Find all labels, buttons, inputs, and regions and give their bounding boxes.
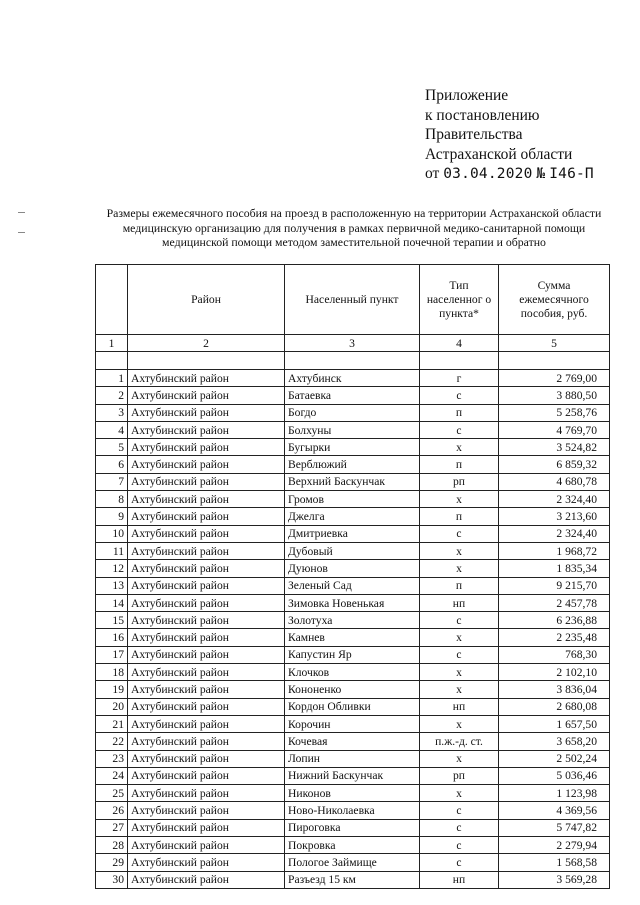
settlement-type-cell: рп [420,473,499,490]
district-cell: Ахтубинский район [128,854,285,871]
header-monthly-amount: Сумма ежемесячного пособия, руб. [499,265,610,335]
table-row [96,456,610,473]
amount-cell: 1 568,58 [499,854,610,871]
table-body [96,370,610,889]
settlement-cell: Кочевая [285,733,420,750]
amount-cell: 1 123,98 [499,785,610,802]
column-number: 3 [285,335,420,352]
row-number: 13 [96,577,128,594]
row-number: 5 [96,439,128,456]
settlement-cell: Верхний Баскунчак [285,473,420,490]
amount-cell: 1 657,50 [499,715,610,732]
document-title: Размеры ежемесячного пособия на проезд в расположенную на территории Астраханской области медицинскую организацию для получения в рамках первичной медико-санитарной помощи медицинской помощи методом заместительной почечной терапии и обратно [106,206,602,249]
amount-cell: 4 369,56 [499,802,610,819]
settlement-cell: Пологое Займище [285,854,420,871]
settlement-type-cell: с [420,421,499,438]
amount-cell: 3 213,60 [499,508,610,525]
stamp-date-line [425,164,594,185]
district-cell: Ахтубинский район [128,681,285,698]
header-settlement: Населенный пункт [285,265,420,335]
amount-cell: 2 457,78 [499,594,610,611]
settlement-type-cell: х [420,785,499,802]
amount-cell: 3 836,04 [499,681,610,698]
table-row [96,629,610,646]
table-row [96,837,610,854]
settlement-type-cell: х [420,542,499,559]
settlement-type-cell: г [420,370,499,387]
settlement-cell: Болхуны [285,421,420,438]
table-row [96,387,610,404]
table-row [96,819,610,836]
settlement-type-cell: п [420,404,499,421]
district-cell: Ахтубинский район [128,421,285,438]
stamp-line-region: Астраханской области [425,145,573,163]
row-number: 30 [96,871,128,888]
row-number: 10 [96,525,128,542]
district-cell: Ахтубинский район [128,837,285,854]
table-row [96,542,610,559]
district-cell: Ахтубинский район [128,802,285,819]
column-number: 5 [499,335,610,352]
district-cell: Ахтубинский район [128,387,285,404]
amount-cell: 6 236,88 [499,612,610,629]
district-cell: Ахтубинский район [128,819,285,836]
settlement-cell: Камнев [285,629,420,646]
table-row [96,715,610,732]
amount-cell: 6 859,32 [499,456,610,473]
settlement-type-cell: с [420,802,499,819]
amount-cell: 5 747,82 [499,819,610,836]
amount-cell: 2 769,00 [499,370,610,387]
settlement-cell: Ново-Николаевка [285,802,420,819]
table-row [96,404,610,421]
district-cell: Ахтубинский район [128,733,285,750]
amount-cell: 2 235,48 [499,629,610,646]
district-cell: Ахтубинский район [128,439,285,456]
table-row [96,491,610,508]
settlement-type-cell: с [420,837,499,854]
table-row [96,767,610,784]
settlement-type-cell: х [420,750,499,767]
header-row [96,265,610,335]
amount-cell: 3 569,28 [499,871,610,888]
spacer-cell [96,352,128,370]
row-number: 9 [96,508,128,525]
table-row [96,473,610,490]
district-cell: Ахтубинский район [128,577,285,594]
document-number: I46-П [549,166,594,182]
table-row [96,594,610,611]
row-number: 21 [96,715,128,732]
row-number: 14 [96,594,128,611]
settlement-cell: Пироговка [285,819,420,836]
district-cell: Ахтубинский район [128,491,285,508]
amount-cell: 9 215,70 [499,577,610,594]
row-number: 29 [96,854,128,871]
table-row [96,370,610,387]
district-cell: Ахтубинский район [128,612,285,629]
row-number: 11 [96,542,128,559]
row-number: 6 [96,456,128,473]
row-number: 18 [96,664,128,681]
row-number: 2 [96,387,128,404]
amount-cell: 4 680,78 [499,473,610,490]
settlement-cell: Никонов [285,785,420,802]
row-number: 27 [96,819,128,836]
settlement-type-cell: х [420,439,499,456]
settlement-cell: Дубовый [285,542,420,559]
table-row [96,664,610,681]
settlement-type-cell: х [420,715,499,732]
settlement-cell: Верблюжий [285,456,420,473]
settlement-type-cell: п [420,577,499,594]
amount-cell: 1 968,72 [499,542,610,559]
amount-cell: 3 658,20 [499,733,610,750]
column-number: 1 [96,335,128,352]
table-row [96,508,610,525]
settlement-cell: Бугырки [285,439,420,456]
table-row [96,854,610,871]
settlement-cell: Клочков [285,664,420,681]
district-cell: Ахтубинский район [128,508,285,525]
header-district: Район [128,265,285,335]
settlement-type-cell: с [420,646,499,663]
settlement-cell: Громов [285,491,420,508]
settlement-cell: Корочин [285,715,420,732]
table-row [96,802,610,819]
district-cell: Ахтубинский район [128,473,285,490]
spacer-cell [499,352,610,370]
row-number: 22 [96,733,128,750]
row-number: 16 [96,629,128,646]
settlement-cell: Батаевка [285,387,420,404]
amount-cell: 3 880,50 [499,387,610,404]
spacer-cell [420,352,499,370]
district-cell: Ахтубинский район [128,785,285,802]
settlement-type-cell: с [420,387,499,404]
amount-cell: 5 036,46 [499,767,610,784]
number-sign: № [536,166,546,182]
row-number: 15 [96,612,128,629]
district-cell: Ахтубинский район [128,715,285,732]
table-row [96,421,610,438]
row-number: 1 [96,370,128,387]
district-cell: Ахтубинский район [128,664,285,681]
amount-cell: 2 324,40 [499,491,610,508]
table-row [96,560,610,577]
amount-cell: 2 102,10 [499,664,610,681]
district-cell: Ахтубинский район [128,629,285,646]
row-number: 3 [96,404,128,421]
amount-cell: 2 502,24 [499,750,610,767]
settlement-type-cell: п [420,508,499,525]
settlement-type-cell: с [420,612,499,629]
district-cell: Ахтубинский район [128,646,285,663]
settlement-type-cell: х [420,681,499,698]
district-cell: Ахтубинский район [128,698,285,715]
spacer-cell [128,352,285,370]
settlement-type-cell: с [420,854,499,871]
date-prefix: от [425,165,440,182]
spacer-cell [285,352,420,370]
stamp-line-appendix: Приложение [425,87,509,104]
district-cell: Ахтубинский район [128,560,285,577]
settlement-cell: Золотуха [285,612,420,629]
settlement-type-cell: нп [420,698,499,715]
settlement-cell: Джелга [285,508,420,525]
settlement-cell: Лопин [285,750,420,767]
settlement-cell: Ахтубинск [285,370,420,387]
settlement-type-cell: х [420,491,499,508]
settlement-type-cell: с [420,819,499,836]
amount-cell: 768,30 [499,646,610,663]
row-number: 12 [96,560,128,577]
column-number: 4 [420,335,499,352]
row-number: 17 [96,646,128,663]
header-settlement-type: Тип населенног о пункта* [420,265,499,335]
row-number: 19 [96,681,128,698]
settlement-type-cell: п [420,456,499,473]
settlement-cell: Зеленый Сад [285,577,420,594]
stamp-line-government: Правительства [425,126,523,143]
table-row [96,577,610,594]
settlement-cell: Нижний Баскунчак [285,767,420,784]
row-number: 7 [96,473,128,490]
district-cell: Ахтубинский район [128,750,285,767]
district-cell: Ахтубинский район [128,767,285,784]
header-row-number [96,265,128,335]
settlement-cell: Покровка [285,837,420,854]
amount-cell: 4 769,70 [499,421,610,438]
row-number: 24 [96,767,128,784]
allowance-table [95,264,610,889]
table-row [96,785,610,802]
table-row [96,750,610,767]
district-cell: Ахтубинский район [128,370,285,387]
district-cell: Ахтубинский район [128,871,285,888]
stamp-line-resolution: к постановлению [425,106,540,124]
district-cell: Ахтубинский район [128,542,285,559]
margin-mark [18,212,25,213]
column-number-row [96,335,610,352]
settlement-cell: Кордон Обливки [285,698,420,715]
settlement-cell: Разъезд 15 км [285,871,420,888]
table-row [96,733,610,750]
row-number: 26 [96,802,128,819]
document-date: 03.04.2020 [443,166,533,182]
table-row [96,681,610,698]
spacer-row [96,352,610,370]
column-number: 2 [128,335,285,352]
row-number: 28 [96,837,128,854]
row-number: 25 [96,785,128,802]
margin-mark [18,232,25,233]
table-row [96,871,610,888]
district-cell: Ахтубинский район [128,525,285,542]
settlement-type-cell: х [420,664,499,681]
settlement-type-cell: нп [420,594,499,611]
row-number: 23 [96,750,128,767]
settlement-cell: Зимовка Новенькая [285,594,420,611]
table-row [96,612,610,629]
settlement-cell: Богдо [285,404,420,421]
approval-stamp [425,86,594,185]
settlement-type-cell: п.ж.-д. ст. [420,733,499,750]
settlement-type-cell: х [420,560,499,577]
settlement-cell: Дмитриевка [285,525,420,542]
table-row [96,525,610,542]
row-number: 8 [96,491,128,508]
amount-cell: 3 524,82 [499,439,610,456]
table-row [96,698,610,715]
row-number: 20 [96,698,128,715]
amount-cell: 5 258,76 [499,404,610,421]
district-cell: Ахтубинский район [128,456,285,473]
settlement-cell: Капустин Яр [285,646,420,663]
settlement-type-cell: с [420,525,499,542]
table-row [96,646,610,663]
settlement-type-cell: рп [420,767,499,784]
settlement-cell: Дуюнов [285,560,420,577]
amount-cell: 2 324,40 [499,525,610,542]
settlement-type-cell: нп [420,871,499,888]
amount-cell: 2 279,94 [499,837,610,854]
district-cell: Ахтубинский район [128,594,285,611]
table-row [96,439,610,456]
settlement-type-cell: х [420,629,499,646]
row-number: 4 [96,421,128,438]
settlement-cell: Кононенко [285,681,420,698]
amount-cell: 2 680,08 [499,698,610,715]
amount-cell: 1 835,34 [499,560,610,577]
district-cell: Ахтубинский район [128,404,285,421]
